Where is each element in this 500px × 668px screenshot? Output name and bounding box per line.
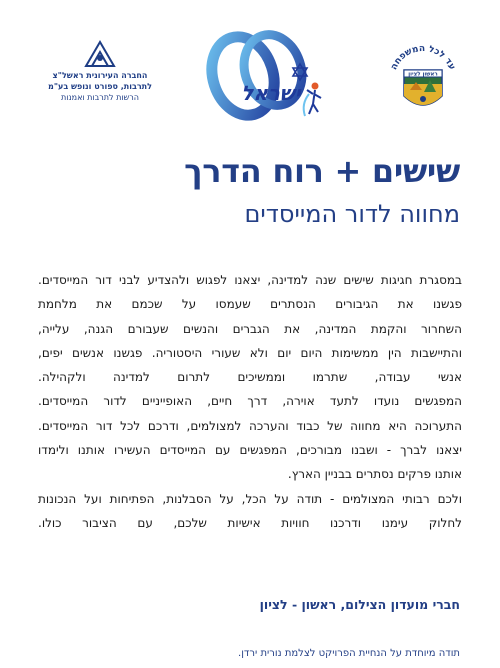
page-subtitle: מחווה לדור המייסדים bbox=[244, 200, 460, 228]
body-line: במסגרת חגיגות שישים שנה למדינה, יצאנו לפגוש ולהצדיע לבני דור המייסדים. bbox=[38, 273, 462, 287]
body-text bbox=[38, 268, 462, 535]
body-line: השחרור והקמת המדינה, את הגברים והנשים שעבורם הגנה, עלייה, bbox=[38, 321, 462, 336]
israel-60-emblem bbox=[185, 24, 345, 124]
body-line: המפגשים נועדו לתעד אוירה, דרך חיים, האופייניים לדור המייסדים. bbox=[38, 394, 462, 409]
body-line: לחלוק עימנו ודרכנו חוויות אישיות שלכם, עם הציבור כולו. bbox=[38, 515, 462, 530]
company-logo bbox=[30, 40, 170, 110]
dancing-figure-icon bbox=[304, 83, 321, 117]
body-line: יצאנו לברך - ושבנו מבורכים, המפגשים עם המייסדים העשירו אותנו ולימדו bbox=[38, 443, 462, 458]
city-logo bbox=[380, 40, 466, 118]
svg-text:עד לכל המשפחה bbox=[389, 44, 457, 72]
company-logo-line3: הרשות לתרבות ואמנות bbox=[61, 93, 139, 102]
body-line: אנשי עבודה, שתרמו וממשיכים לתרום למדינה ולקהילה. bbox=[38, 370, 462, 385]
city-logo-arc-text: עד לכל המשפחה bbox=[389, 43, 457, 72]
body-line: פגשנו את הגיבורים הנסתרים שעמסו על שכמם את מלחמת bbox=[38, 297, 462, 312]
company-logo-line2: לתרבות, ספורט ונופש בע"מ bbox=[48, 82, 152, 91]
signature: חברי מועדון הצילום, ראשון - לציון bbox=[259, 597, 460, 612]
body-line: והתיישבות הין ממשימות היום יום ולא שעורי היסטוריה. פגשנו אנשים יפים, bbox=[38, 345, 462, 360]
body-line: ולכם רבותי המצולמים - תודה על הכל, על הסבלנות, הפתיחות ועל הנכונות bbox=[38, 491, 462, 506]
company-emblem-icon bbox=[82, 40, 118, 68]
body-line: התערוכה היא מחווה של כבוד והערכה למצולמים, ודרכם לכל דור המייסדים. bbox=[38, 418, 462, 433]
israel-60-word: ישראל bbox=[241, 81, 301, 105]
israel-60-logo bbox=[185, 24, 345, 124]
company-logo-line1: החברה העירונית ראשל"צ bbox=[52, 71, 148, 80]
page-title: שישים + רוח הדרך bbox=[184, 152, 460, 190]
credit-note: תודה מיוחדת על הנחיית הפרויקט לצלמת נורית ירדן. bbox=[238, 648, 460, 659]
city-logo-name: ראשון לציון bbox=[408, 71, 438, 78]
city-emblem-icon bbox=[380, 40, 466, 118]
body-line: אותנו פרקים נסתרים בבניין הארץ. bbox=[287, 467, 462, 482]
